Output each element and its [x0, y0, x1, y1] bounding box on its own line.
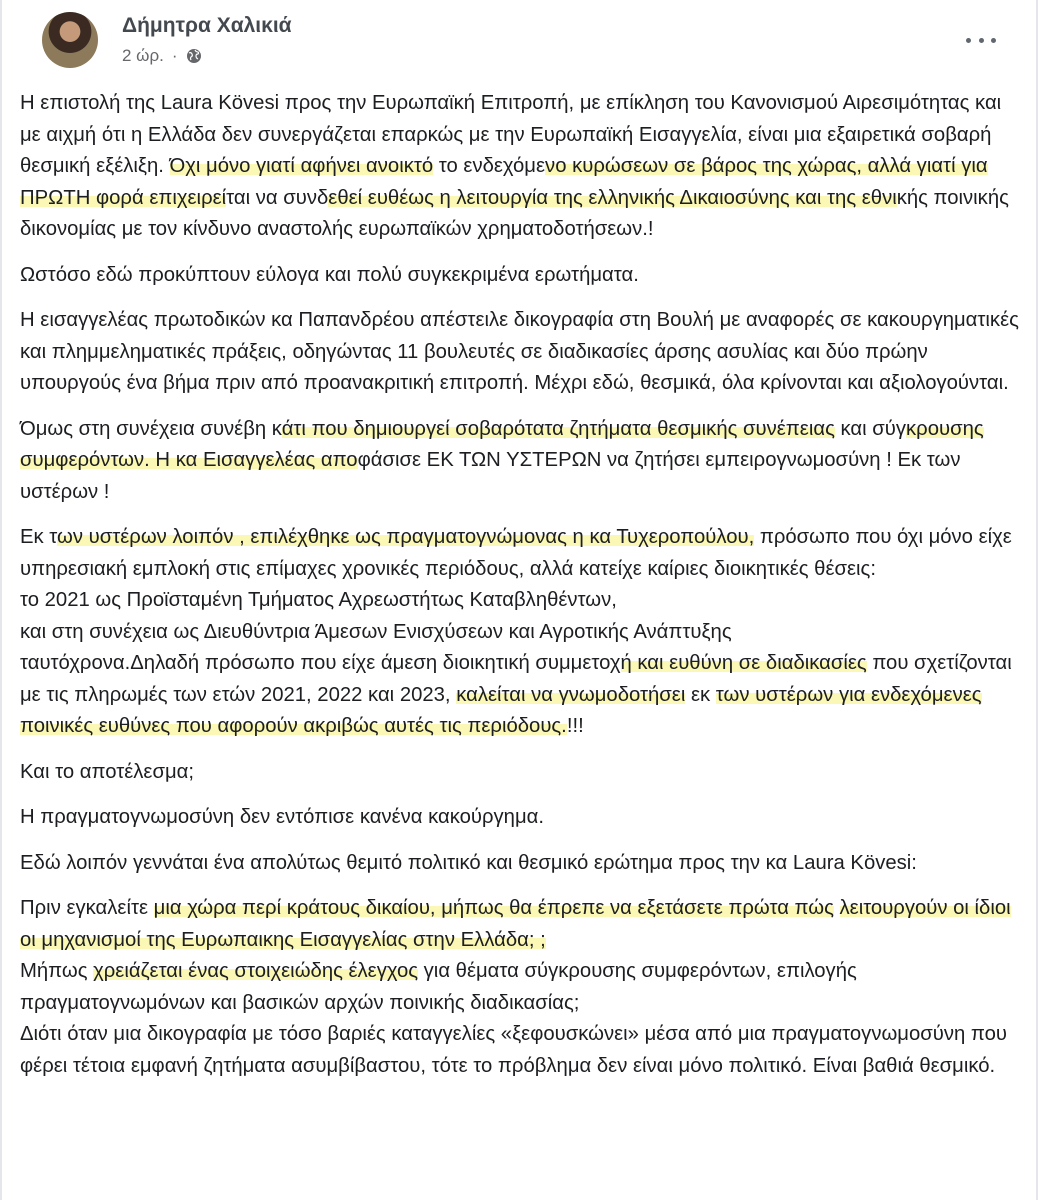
paragraph-5	[20, 522, 1020, 743]
text: πρόσωπο που όχι μόνο είχε υπηρεσιακή εμπλοκή στις επίμαχες χρονικές περιόδους, αλλά κατείχε καίριες διοικητικές θέσεις:	[20, 526, 1012, 580]
post-header	[22, 0, 1016, 82]
author-name[interactable]: Δήμητρα Χαλικιά	[122, 14, 292, 37]
text: Όμως στη συνέχεια συνέβη κ	[20, 417, 282, 440]
text: εκ	[685, 683, 716, 706]
avatar[interactable]	[42, 12, 98, 68]
post-meta	[122, 46, 202, 66]
paragraph-2: Ωστόσο εδώ προκύπτουν εύλογα και πολύ συγκεκριμένα ερωτήματα.	[20, 263, 639, 286]
text: που σχετίζονται με τις πληρωμές των ετών 2021, 2022 και 2023,	[20, 652, 1012, 706]
paragraph-8: Εδώ λοιπόν γεννάται ένα απολύτως θεμιτό πολιτικό και θεσμικό ερώτημα προς την κα Laura Kövesi:	[20, 851, 917, 874]
globe-icon[interactable]	[186, 48, 202, 64]
text: ται να συνδ	[226, 186, 329, 209]
paragraph-1	[20, 88, 1020, 246]
text: Πριν εγκαλείτε	[20, 897, 154, 919]
text: Εκ τ	[20, 526, 58, 548]
text: για θέματα σύγκρουσης συμφερόντων, επιλογής πραγματογνωμόνων και βασικών αρχών ποινικής διαδικασίας;	[20, 960, 857, 1014]
highlighted-text: Όχι μόνο γιατί αφήνει ανοικτό	[169, 155, 434, 177]
paragraph-6: Και το αποτέλεσμα;	[20, 760, 195, 783]
text: Η επιστολή της Laura Kövesi προς την Ευρωπαϊκή Επιτροπή, με επίκληση του Κανονισμού Αιρεσιμότητας και με αιχμή ότι η Ελλάδα δεν συνεργάζεται επαρκώς με την Ευρωπαϊκή Εισαγγελία, είναι μια εξαιρετικά σοβαρή θεσμική εξέλιξη.	[20, 92, 1002, 177]
text	[834, 897, 840, 919]
text: το ενδεχόμε	[433, 155, 546, 177]
meta-separator: ·	[171, 46, 178, 65]
highlighted-text: ή και ευθύνη σε διαδικασίες	[620, 652, 867, 674]
highlighted-text: λειτουργούν οι ίδιοι οι μηχανισμοί της Ευρωπαικης Εισαγγελίας στην Ελλάδα; ;	[20, 897, 1011, 951]
more-options-icon[interactable]	[966, 30, 996, 50]
highlighted-text: των υστέρων για ενδεχόμενες ποινικές ευθύνες που αφορούν ακριβώς αυτές τις περιόδους.	[20, 683, 982, 737]
text: Μήπως	[20, 960, 94, 982]
highlighted-text: νο κυρώσεων σε βάρος της χώρας, αλλά γιατί για ΠΡΩΤΗ φορά επιχειρεί	[20, 155, 988, 209]
post-text	[20, 88, 1020, 1096]
highlighted-text: καλείται να γνωμοδοτήσει	[456, 683, 686, 706]
text: !!!	[566, 715, 584, 737]
text: και σύγ	[834, 417, 907, 440]
text: Διότι όταν μια δικογραφία με τόσο βαριές καταγγελίες «ξεφουσκώνει» μέσα από μια πραγματογνωμοσύνη που φέρει τέτοια εμφανή ζητήματα ασυμβίβαστου, τότε το πρόβλημα δεν είναι μόνο πολιτικό. Είναι βαθιά θεσμικό.	[20, 1023, 1007, 1077]
text: κής ποινικής δικονομίας με τον κίνδυνο αναστολής ευρωπαϊκών χρηματοδοτήσεων.!	[20, 186, 1009, 240]
post-time[interactable]: 2 ώρ.	[122, 46, 164, 65]
paragraph-3: Η εισαγγελέας πρωτοδικών κα Παπανδρέου απέστειλε δικογραφία στη Βουλή με αναφορές σε κακουργηματικές και πλημμεληματικές πράξεις, οδηγώντας 11 βουλευτές σε διαδικασίες άρσης ασυλίας και δύο πρώην υπουργούς ένα βήμα πριν από προανακριτική επιτροπή. Μέχρι εδώ, θεσμικά, όλα κρίνονται και αξιολογούνται.	[20, 309, 1019, 394]
text: ταυτόχρονα.Δηλαδή πρόσωπο που είχε άμεση διοικητική συμμετοχ	[20, 652, 621, 674]
highlighted-text: ων υστέρων λοιπόν , επιλέχθηκε ως πραγματογνώμονας η κα Τυχεροπούλου,	[57, 526, 755, 548]
text: και στη συνέχεια ως Διευθύντρια Άμεσων Ενισχύσεων και Αγροτικής Ανάπτυξης	[20, 620, 732, 643]
highlighted-text: χρειάζεται ένας στοιχειώδης έλεγχος	[93, 960, 419, 982]
highlighted-text: άτι που δημιουργεί σοβαρότατα ζητήματα θεσμικής συνέπειας	[281, 417, 835, 440]
post-border-left	[0, 0, 2, 1200]
paragraph-9	[20, 893, 1020, 1082]
paragraph-7: Η πραγματογνωμοσύνη δεν εντόπισε κανένα κακούργημα.	[20, 806, 545, 828]
paragraph-4	[20, 414, 1020, 509]
highlighted-text: κρουσης συμφερόντων. Η κα Εισαγγελέας απο	[20, 417, 984, 471]
text: φάσισε ΕΚ ΤΩΝ ΥΣΤΕΡΩΝ να ζητήσει εμπειρογνωμοσύνη ! Εκ των υστέρων !	[20, 449, 961, 503]
highlighted-text: εθεί ευθέως η λειτουργία της ελληνικής Δικαιοσύνης και της εθνι	[328, 186, 897, 209]
text: το 2021 ως Προϊσταμένη Τμήματος Αχρεωστήτως Καταβληθέντων,	[20, 589, 617, 611]
highlighted-text: μια χώρα περί κράτους δικαίου, μήπως θα έπρεπε να εξετάσετε πρώτα πώς	[153, 897, 834, 919]
